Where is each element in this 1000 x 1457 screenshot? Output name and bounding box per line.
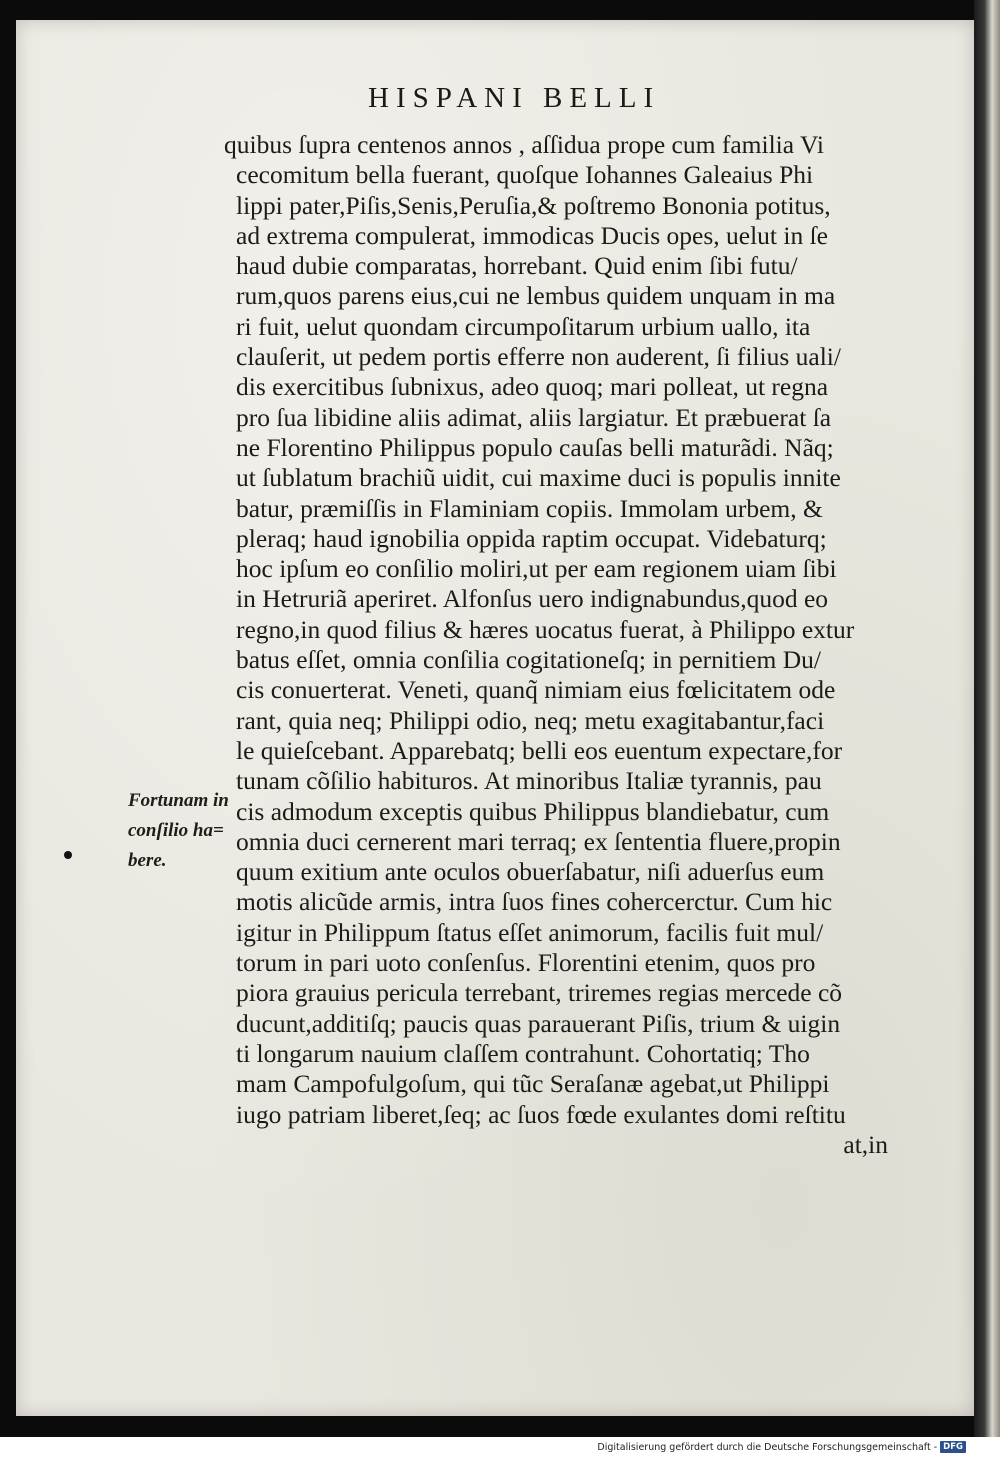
marginal-note-line: conſilio ha= <box>128 820 224 841</box>
text-line: piora grauius pericula terrebant, triremes regias mercede cõ <box>236 978 843 1008</box>
page-edge <box>974 0 1000 1437</box>
text-line: hoc ipſum eo conſilio moliri,ut per eam regionem uiam ſibi <box>236 554 837 584</box>
text-line: clauſerit, ut pedem portis efferre non auderent, ſi filius uali/ <box>236 342 841 372</box>
text-line: rant, quia neq; Philippi odio, neq; metu exagitabantur,faci <box>236 705 825 735</box>
text-line: ad extrema compulerat, immodicas Ducis opes, uelut in ſe <box>236 220 828 250</box>
text-line: batus eſſet, omnia conſilia cogitationeſq; in pernitiem Du/ <box>236 645 821 675</box>
text-line: haud dubie comparatas, horrebant. Quid enim ſibi futu/ <box>236 251 798 281</box>
marginal-note <box>128 786 229 876</box>
text-line: lippi pater,Piſis,Senis,Peruſia,& poſtremo Bononia potitus, <box>236 190 831 220</box>
text-line: ducunt,additiſq; paucis quas parauerant Piſis, trium & uigin <box>236 1008 841 1038</box>
text-line: pro ſua libidine aliis adimat, aliis largiatur. Et præbuerat ſa <box>236 402 832 432</box>
text-line: omnia duci cernerent mari terraq; ex ſententia fluere,propin <box>236 826 841 856</box>
text-line: igitur in Philippum ſtatus eſſet animorum, facilis fuit mul/ <box>236 917 824 947</box>
text-line: cis conuerterat. Veneti, quanq̃ nimiam eius fœlicitatem ode <box>236 675 836 705</box>
text-line: mam Campofulgoſum, qui tũc Seraſanæ agebat,ut Philippi <box>236 1069 830 1099</box>
text-line: pleraq; haud ignobilia oppida raptim occupat. Videbaturq; <box>236 523 827 553</box>
text-line: cecomitum bella fuerant, quoſque Iohannes Galeaius Phi <box>236 160 814 190</box>
catchword-line: at,in <box>843 1129 888 1159</box>
marginal-note-line: bere. <box>128 850 167 871</box>
text-line: ti longarum nauium claſſem contrahunt. Cohortatiq; Tho <box>236 1038 810 1068</box>
text-line: ne Florentino Philippus populo cauſas belli maturãdi. Nãq; <box>236 432 834 462</box>
text-line: dis exercitibus ſubnixus, adeo quoq; mari polleat, ut regna <box>236 372 829 402</box>
text-line: regno,in quod filius & hæres uocatus fuerat, à Philippo extur <box>236 614 855 644</box>
credit-text: Digitalisierung gefördert durch die Deutsche Forschungsgemeinschaft - <box>597 1441 938 1453</box>
text-line: cis admodum exceptis quibus Philippus blandiebatur, cum <box>236 796 830 826</box>
text-line: iugo patriam liberet,ſeq; ac ſuos fœde exulantes domi reſtitu <box>236 1099 846 1129</box>
dfg-logo: DFG <box>940 1441 966 1453</box>
running-head: HISPANI BELLI <box>368 82 661 114</box>
text-line: torum in pari uoto conſenſus. Florentini etenim, quos pro <box>236 948 816 978</box>
text-line: quibus ſupra centenos annos , aſſidua prope cum familia Vi <box>224 130 824 159</box>
text-line: batur, præmiſſis in Flaminiam copiis. Immolam urbem, & <box>236 493 823 523</box>
marginal-note-line: Fortunam in <box>128 790 229 811</box>
ink-mark <box>64 851 72 859</box>
body-text <box>224 130 914 1160</box>
text-line: quum exitium ante oculos obuerſabatur, niſi aduerſus eum <box>236 857 825 887</box>
text-line: tunam cõſilio habituros. At minoribus Italiæ tyrannis, pau <box>236 766 822 796</box>
text-line: ut ſublatum brachiũ uidit, cui maxime duci is populis innite <box>236 463 841 493</box>
text-line: motis alicũde armis, intra ſuos fines cohercerctur. Cum hic <box>236 887 833 917</box>
text-line: ri fuit, uelut quondam circumpoſitarum urbium uallo, ita <box>236 311 811 341</box>
digitization-credit <box>597 1440 966 1454</box>
text-line: in Hetruriã aperiret. Alfonſus uero indignabundus,quod eo <box>236 584 829 614</box>
text-line: le quieſcebant. Apparebatq; belli eos euentum expectare,for <box>236 735 843 765</box>
text-line: rum,quos parens eius,cui ne lembus quidem unquam in ma <box>236 281 836 311</box>
